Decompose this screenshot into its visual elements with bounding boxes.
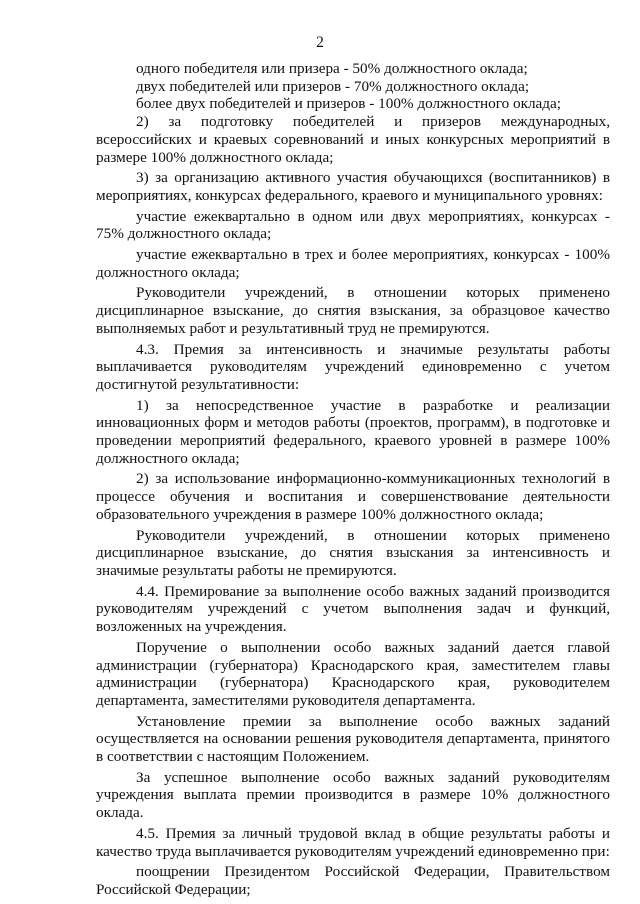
paragraph: 3) за организацию активного участия обучающихся (воспитанников) в мероприятиях, конкурсах федерального, краевого и муниципального уровнях: — [96, 169, 610, 204]
paragraph: Руководители учреждений, в отношении которых применено дисциплинарное взыскание, до снятия взыскания за интенсивность и значимые результаты работы не премируются. — [96, 526, 610, 579]
paragraph: Установление премии за выполнение особо важных заданий осуществляется на основании решения руководителя департамента, принятого в соответствии с настоящим Положением. — [96, 712, 610, 766]
paragraph: участие ежеквартально в трех и более мероприятиях, конкурсах - 100% должностного оклада; — [96, 246, 610, 281]
document-body — [96, 60, 610, 899]
paragraph: одного победителя или призера - 50% должностного оклада; — [136, 60, 528, 77]
paragraph: 2) за подготовку победителей и призеров международных, всероссийских и краевых соревнований и иных конкурсных мероприятий в размере 100% должностного оклада; — [96, 113, 610, 166]
paragraph: более двух победителей и призеров - 100% должностного оклада; — [136, 95, 561, 113]
paragraph: За успешное выполнение особо важных заданий руководителям учреждения выплата премии производится в размере 10% должностного оклада. — [96, 768, 610, 822]
paragraph: 4.4. Премирование за выполнение особо важных заданий производится руководителям учреждений с учетом выполнения задач и функций, возложенных на учреждения. — [96, 582, 610, 636]
paragraph: 1) за непосредственное участие в разработке и реализации инновационных форм и методов работы (проектов, программ), в подготовке и проведении мероприятий федерального, краевого уровней в размере 100% должностного оклада; — [96, 396, 610, 467]
paragraph: Поручение о выполнении особо важных заданий дается главой администрации (губернатора) Краснодарского края, заместителем главы администрации (губернатора) Краснодарского края, руководителем департамента, заместителями руководителя департамента. — [96, 638, 610, 709]
paragraph: Руководители учреждений, в отношении которых применено дисциплинарное взыскание, до снятия взыскания, за образцовое качество выполняемых работ и результативный труд не премируются. — [96, 284, 610, 337]
page-number: 2 — [316, 34, 324, 51]
paragraph: участие ежеквартально в одном или двух мероприятиях, конкурсах - 75% должностного оклада; — [96, 207, 610, 243]
paragraph: двух победителей или призеров - 70% должностного оклада; — [136, 77, 530, 95]
paragraph: 2) за использование информационно-коммуникационных технологий в процессе обучения и воспитания и совершенствование деятельности образовательного учреждения в размере 100% должностного оклада; — [96, 470, 610, 523]
paragraph: 4.5. Премия за личный трудовой вклад в общие результаты работы и качество труда выплачивается руководителям учреждений единовременно при: — [96, 824, 610, 860]
paragraph: поощрении Президентом Российской Федерации, Правительством Российской Федерации; — [96, 863, 610, 898]
paragraph: 4.3. Премия за интенсивность и значимые результаты работы выплачивается руководителям учреждений единовременно с учетом достигнутой результативности: — [96, 340, 610, 393]
